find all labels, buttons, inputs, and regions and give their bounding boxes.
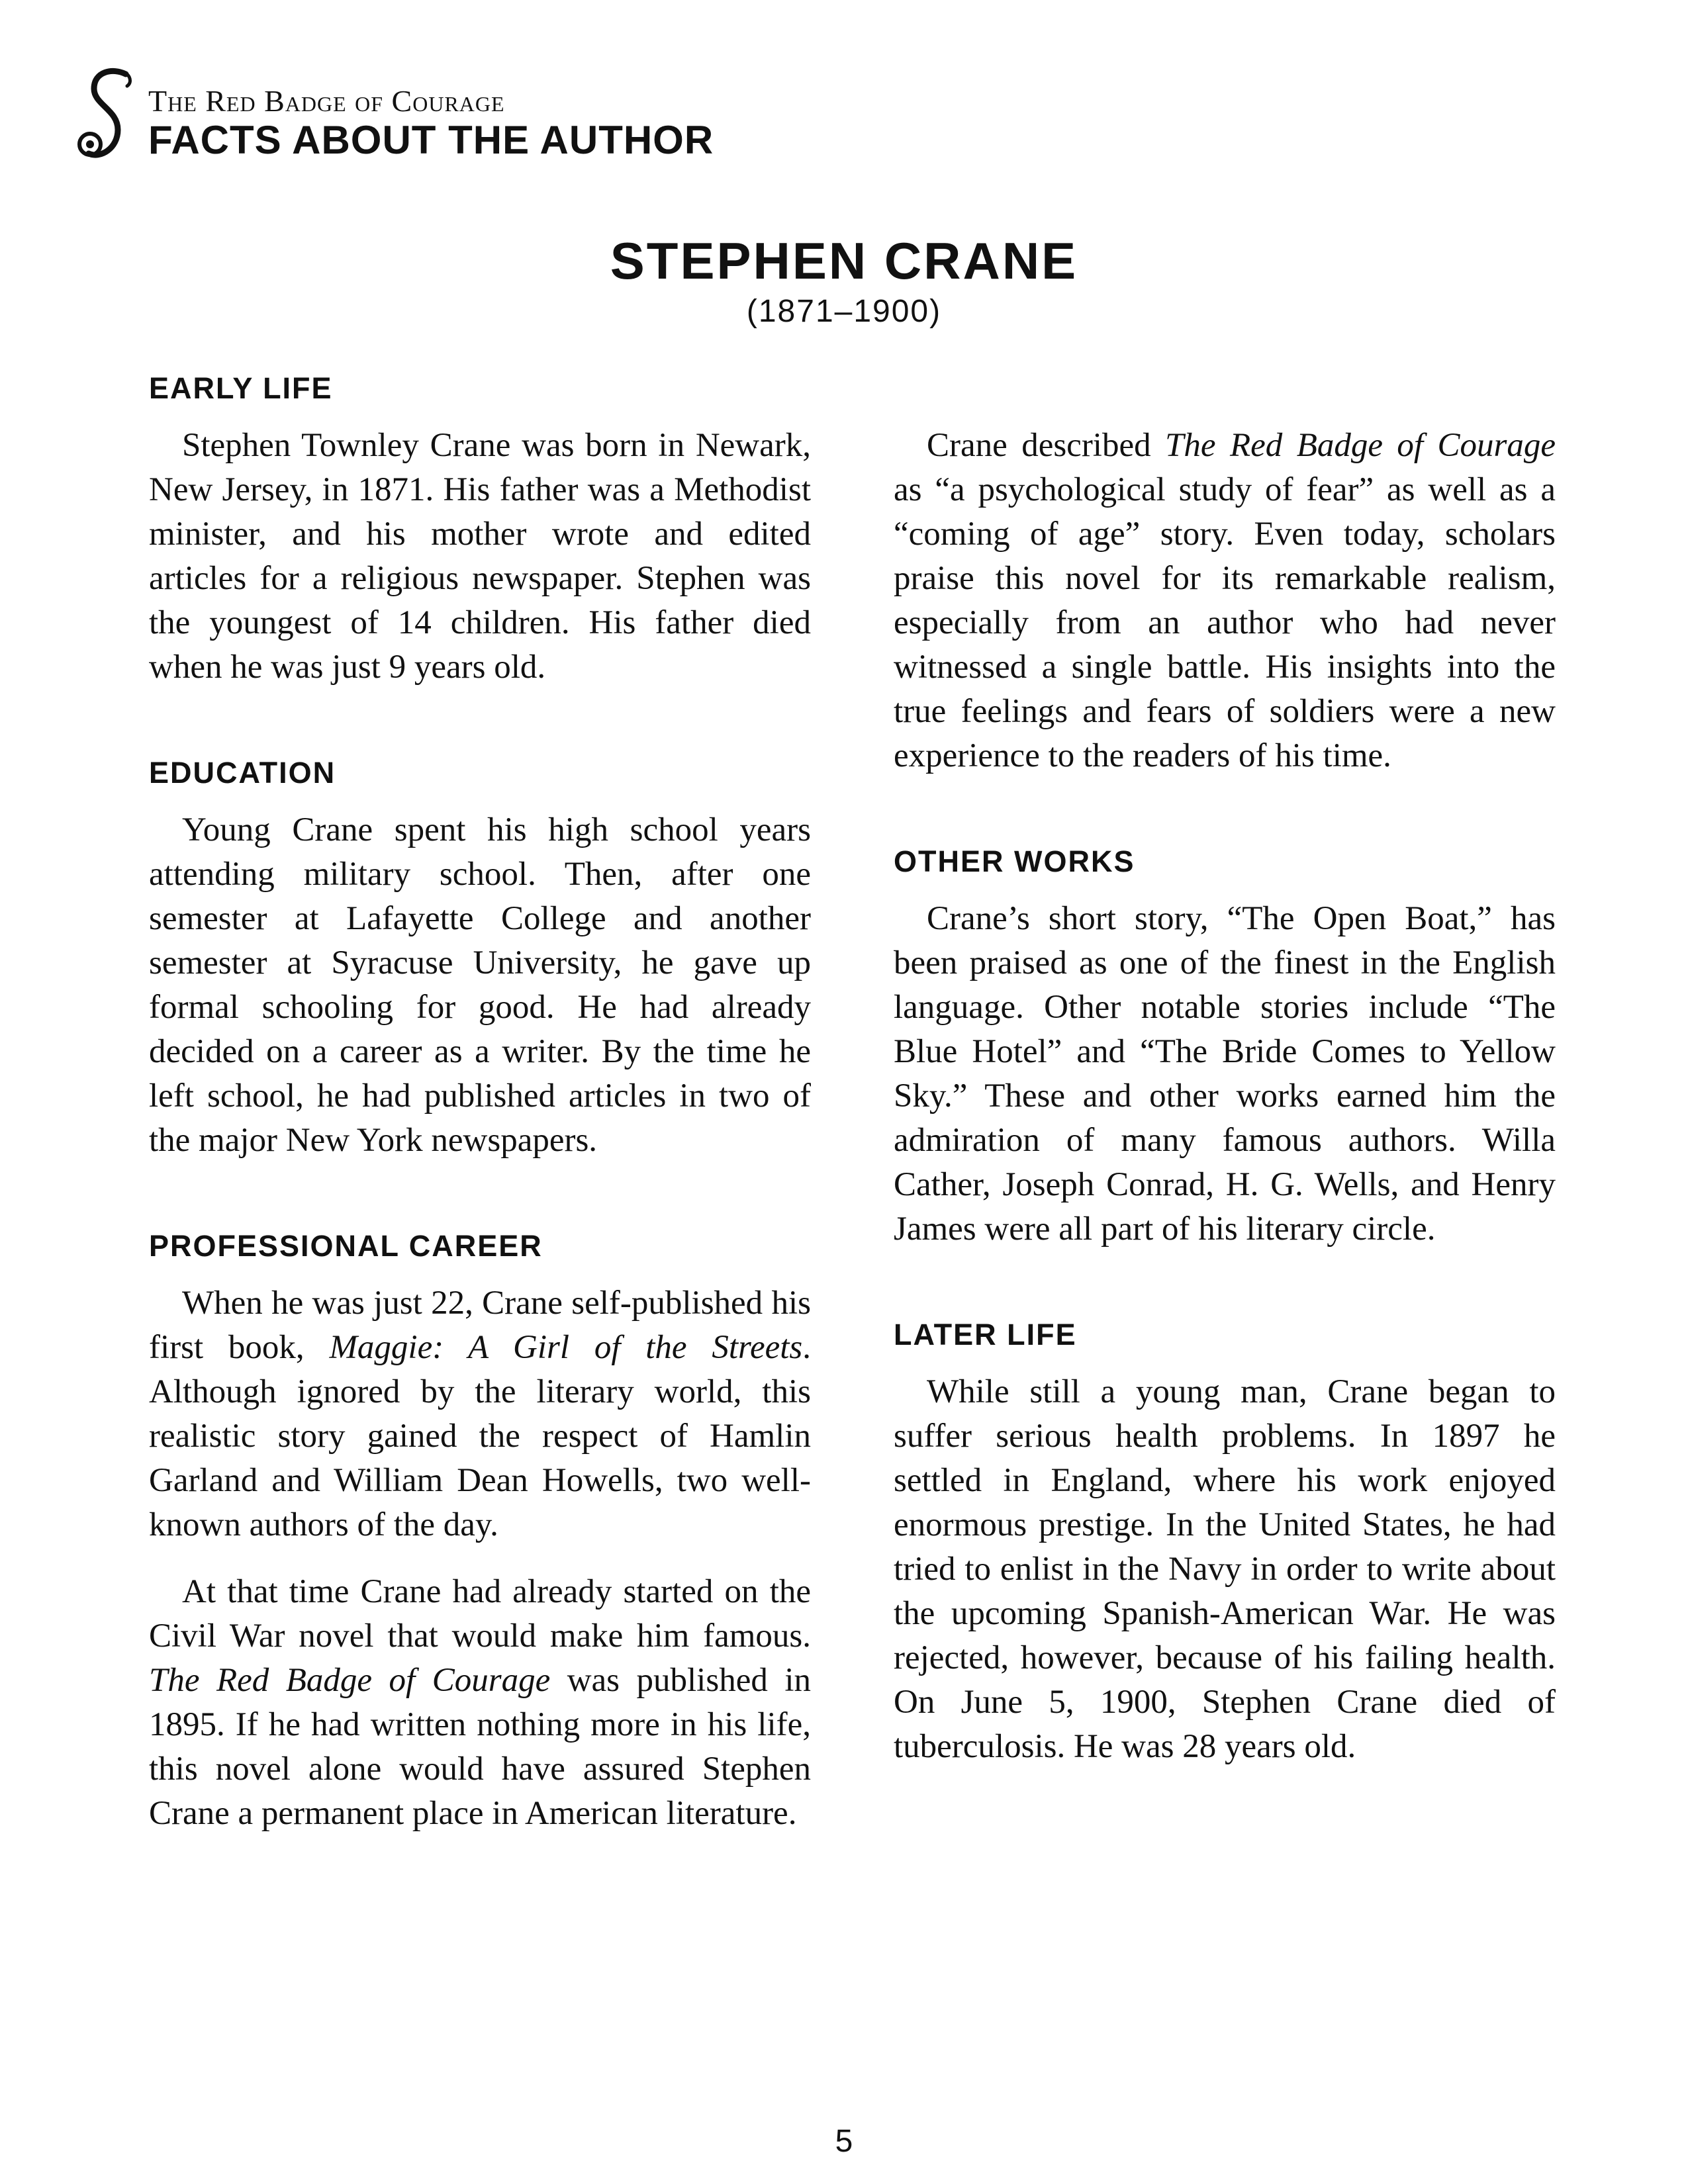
career-paragraph-2: At that time Crane had already started on the Civil War novel that would make him famous. The Red Badge of Courage was published in 1895. If he had written nothing more in his life, this novel alone would have assured Stephen Crane a permanent place in American literature. — [149, 1573, 811, 1832]
career-paragraph-1: When he was just 22, Crane self-published his first book, Maggie: A Girl of the Streets. Although ignored by the literary world, this realistic story gained the respect of Hamlin Garland and William Dean Howells, two well-known authors of the day. — [149, 1285, 811, 1543]
career-paragraph-3: Crane described The Red Badge of Courage as “a psychological study of fear” as well as a “coming of age” story. Even today, scholars praise this novel for its remarkable realism, especially from an author who had never witnessed a single battle. His insights into the true feelings and fears of soldiers were a new experience to the readers of his time. — [894, 427, 1556, 774]
ornamental-s-icon — [74, 66, 140, 165]
left-column — [149, 371, 811, 1858]
heading-other-works: OTHER WORKS — [894, 844, 1135, 878]
heading-later-life: LATER LIFE — [894, 1318, 1077, 1351]
page-number: 5 — [835, 2124, 853, 2159]
other-works-paragraph: Crane’s short story, “The Open Boat,” has been praised as one of the finest in the English language. Other notable stories include “The Blue Hotel” and “The Bride Comes to Yellow Sky.” These and other works earned him the admiration of many famous authors. Willa Cather, Joseph Conrad, H. G. Wells, and Henry James were all part of his literary circle. — [894, 900, 1556, 1248]
heading-education: EDUCATION — [149, 756, 336, 790]
page-header — [74, 66, 868, 172]
heading-professional-career: PROFESSIONAL CAREER — [149, 1229, 543, 1263]
page-title: STEPHEN CRANE — [610, 232, 1078, 290]
heading-early-life: EARLY LIFE — [149, 371, 333, 405]
right-column — [894, 424, 1556, 1792]
later-life-paragraph: While still a young man, Crane began to suffer serious health problems. In 1897 he settled in England, where his work enjoyed enormous prestige. In the United States, he had tried to enlist in the Navy in order to write about the upcoming Spanish-American War. He was rejected, however, because of his failing health. On June 5, 1900, Stephen Crane died of tuberculosis. He was 28 years old. — [894, 1373, 1556, 1765]
early-life-paragraph: Stephen Townley Crane was born in Newark, New Jersey, in 1871. His father was a Methodist minister, and his mother wrote and edited articles for a religious newspaper. Stephen was the youngest of 14 children. His father died when he was just 9 years old. — [149, 427, 811, 686]
education-paragraph: Young Crane spent his high school years attending military school. Then, after one semester at Lafayette College and another semester at Syracuse University, he gave up formal schooling for good. He had already decided on a career as a writer. By the time he left school, he had published articles in two of the major New York newspapers. — [149, 811, 811, 1159]
series-title: The Red Badge of Courage — [148, 84, 505, 118]
section-title: FACTS ABOUT THE AUTHOR — [148, 118, 714, 162]
author-dates: (1871–1900) — [746, 294, 942, 329]
